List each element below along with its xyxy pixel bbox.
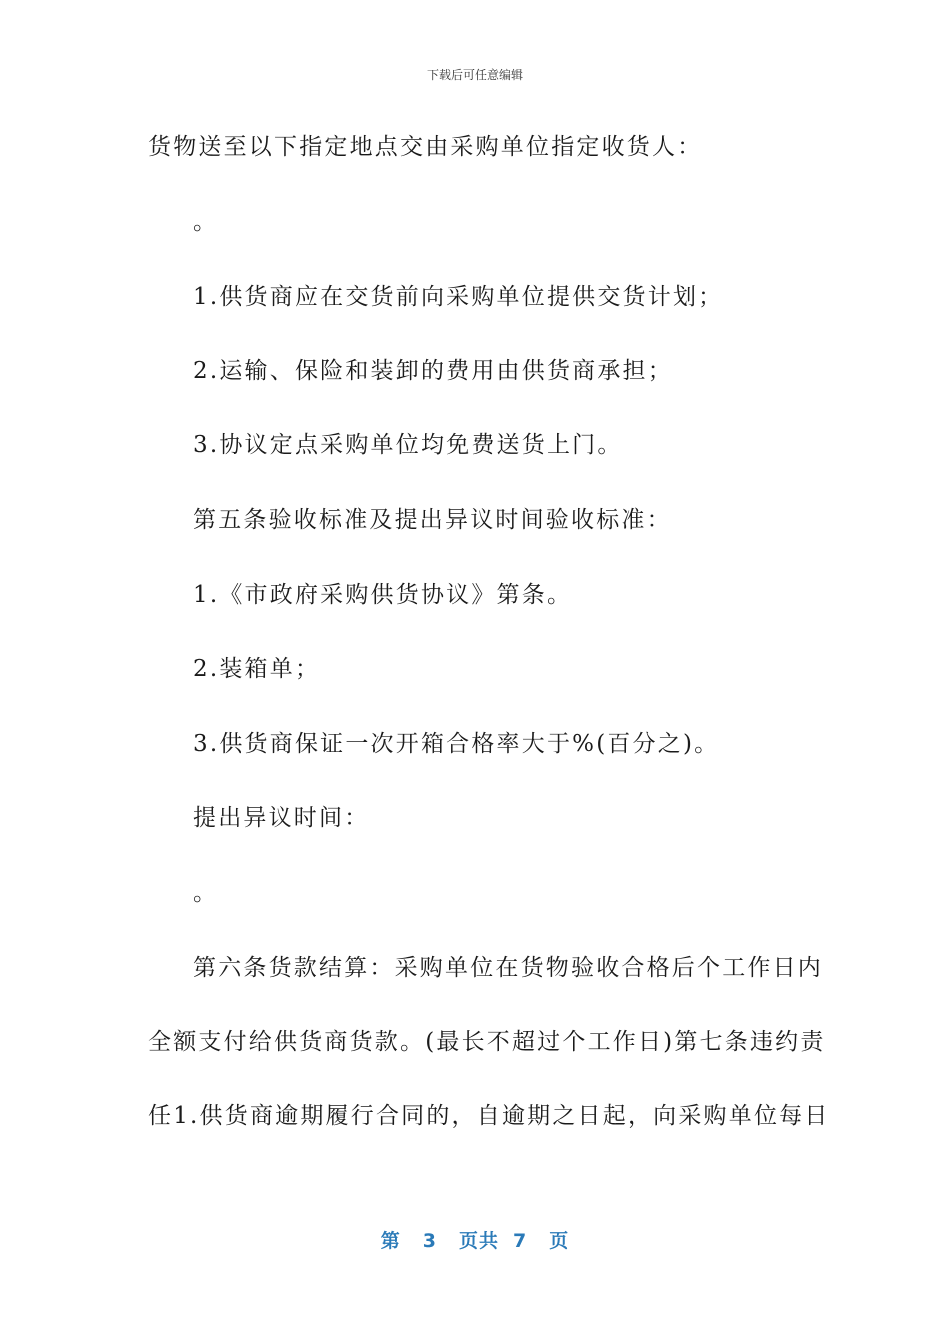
page-middle: 页共 xyxy=(458,1230,499,1252)
page-number: 3 xyxy=(422,1230,437,1252)
paragraph-line: 全额支付给供货商货款。(最长不超过个工作日)第七条违约责 xyxy=(148,1029,826,1055)
paragraph-line: 3.协议定点采购单位均免费送货上门。 xyxy=(193,432,623,458)
paragraph-line: 1.《市政府采购供货协议》第条。 xyxy=(193,582,573,608)
paragraph-line: 。 xyxy=(193,209,219,235)
page-suffix: 页 xyxy=(549,1230,570,1252)
section-heading-line: 第五条验收标准及提出异议时间验收标准： xyxy=(193,507,672,533)
paragraph-line: 货物送至以下指定地点交由采购单位指定收货人： xyxy=(148,134,703,160)
page-header-note: 下载后可任意编辑 xyxy=(426,68,523,82)
paragraph-line: 提出异议时间： xyxy=(193,805,370,831)
paragraph-line: 2.装箱单； xyxy=(193,656,321,682)
paragraph-line: 任1.供货商逾期履行合同的，自逾期之日起，向采购单位每日 xyxy=(148,1103,830,1129)
section-heading-line: 第六条货款结算：采购单位在货物验收合格后个工作日内 xyxy=(193,955,823,981)
paragraph-line: 。 xyxy=(193,880,219,906)
paragraph-line: 1.供货商应在交货前向采购单位提供交货计划； xyxy=(193,284,724,310)
paragraph-line: 3.供货商保证一次开箱合格率大于%(百分之)。 xyxy=(193,731,720,757)
total-pages: 7 xyxy=(513,1230,528,1252)
page-prefix: 第 xyxy=(380,1230,401,1252)
page-footer xyxy=(0,1226,950,1253)
paragraph-line: 2.运输、保险和装卸的费用由供货商承担； xyxy=(193,358,673,384)
